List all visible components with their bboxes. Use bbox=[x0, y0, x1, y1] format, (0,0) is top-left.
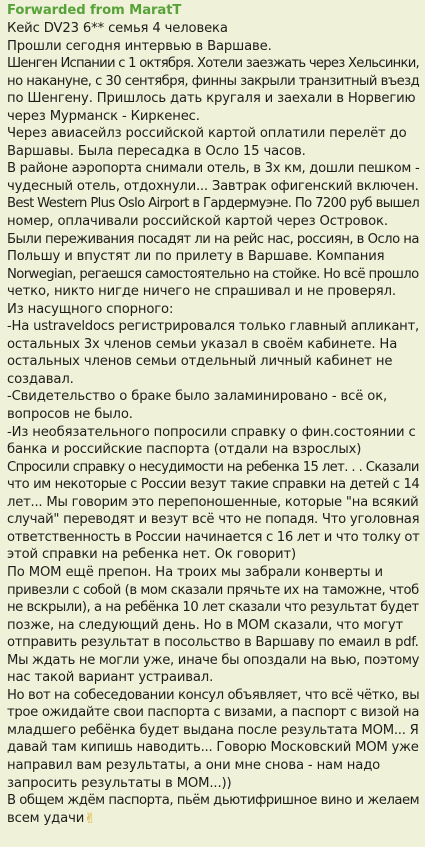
message-line bbox=[7, 336, 419, 354]
message-line bbox=[7, 178, 419, 196]
message-line bbox=[7, 231, 419, 249]
message-line bbox=[7, 388, 419, 406]
victory-hand-icon: ✌ bbox=[84, 810, 96, 827]
message-line-text: всем удачи bbox=[7, 810, 85, 826]
message-line bbox=[7, 775, 419, 793]
message-line bbox=[7, 459, 419, 477]
message-line bbox=[7, 301, 419, 319]
message-line bbox=[7, 20, 419, 38]
message-line bbox=[7, 687, 419, 705]
message-line-text: остальных членов семьи отдельный личный кабинет не bbox=[7, 354, 393, 370]
message-line-text: отправить результат в посольство в Варшаву по емаил в pdf. bbox=[7, 635, 419, 651]
message-line-text: номер, оплачивали российской картой через Островок. bbox=[7, 214, 388, 230]
message-body bbox=[7, 20, 419, 827]
message-line-text: направил вам результаты, а они мне снова - нам надо bbox=[7, 757, 381, 773]
message-line bbox=[7, 739, 419, 757]
message-line-text: этой справки на ребенка нет. Ок говорит) bbox=[7, 547, 297, 563]
message-line bbox=[7, 582, 419, 600]
message-line-text: Кейс DV23 6** семья 4 человека bbox=[7, 21, 228, 36]
message-line bbox=[7, 108, 419, 126]
message-line-text: Варшавы. Была пересадка в Осло 15 часов. bbox=[7, 143, 306, 159]
message-line-text: В общем ждём паспорта, пьём дьютифришное вино и желаем bbox=[7, 793, 420, 809]
message-line-text: чудесный отель, отдохнули... Завтрак офигенский включен. bbox=[7, 178, 419, 194]
message-line-text: Шенген Испании с 1 октября. Хотели заезжать через Хельсинки, bbox=[7, 56, 419, 72]
message-line-text: Через авиасейлз российской картой оплатили перелёт до bbox=[7, 126, 407, 142]
message-line bbox=[7, 476, 419, 494]
message-line bbox=[7, 511, 419, 529]
message-line bbox=[7, 318, 419, 336]
message-line-text: В районе аэропорта снимали отель, в 3х км, дошли пешком - bbox=[7, 161, 420, 177]
message-line-text: остальных 3х членов семьи указал в своём кабинете. На bbox=[7, 336, 398, 352]
message-line bbox=[7, 160, 419, 178]
message-line bbox=[7, 38, 419, 56]
message-line-text: привезли с собой (в мом сказали прячьте их на таможне, чтоб bbox=[7, 582, 419, 598]
message-line bbox=[7, 441, 419, 459]
message-line bbox=[7, 266, 419, 284]
message-line-text: младшего ребёнка будет выдана после результата МОМ... Я bbox=[7, 722, 419, 738]
message-line-text: запросить результаты в МОМ...)) bbox=[7, 775, 232, 791]
message-line-text: Польшу и впустят ли по прилету в Варшаве. Компания bbox=[7, 249, 385, 265]
message-line bbox=[7, 494, 419, 512]
message-line-text: -Свидетельство о браке было заламинировано - всё ок, bbox=[7, 389, 388, 405]
message-line-text: давай там кипишь наводить... Говорю Московский МОМ уже bbox=[7, 740, 419, 756]
message-line bbox=[7, 406, 419, 424]
message-line-text: четко, никто нигде ничего не спрашивал и не проверял. bbox=[7, 284, 396, 300]
message-line bbox=[7, 722, 419, 740]
forwarded-from-header[interactable]: Forwarded from MaratT bbox=[7, 3, 182, 18]
message-line bbox=[7, 564, 419, 582]
message-line-text: создавал. bbox=[7, 371, 74, 387]
message-line-text: -Из необязательного попросили справку о фин.состоянии с bbox=[7, 424, 416, 440]
message-line bbox=[7, 125, 419, 143]
message-line bbox=[7, 55, 419, 73]
message-line bbox=[7, 669, 419, 687]
message-line bbox=[7, 546, 419, 564]
message-line-text: -На ustraveldocs регистрировался только главный апликант, bbox=[7, 319, 420, 335]
message-line-text: банка и российские паспорта (отдали на взрослых) bbox=[7, 442, 362, 458]
message-line-text: Из насущного спорного: bbox=[7, 301, 174, 317]
message-line bbox=[7, 529, 419, 547]
message-line-text: нас такой вариант устраивал. bbox=[7, 670, 214, 686]
message-line-text: По МОМ ещё препон. На троих мы забрали конверты и bbox=[7, 564, 383, 580]
message-line-text: не вскрыли), а на ребёнка 10 лет сказали что результат будет bbox=[7, 600, 419, 616]
message-line-text: Мы ждать не могли уже, иначе бы опоздали на вью, поэтому bbox=[7, 652, 420, 668]
message-line bbox=[7, 90, 419, 108]
message-line-text: случай" переводят и везут всё что не попадя. Что уголовная bbox=[7, 512, 420, 528]
message-line bbox=[7, 73, 419, 91]
message-line-text: ответственность в России начинается с 16 лет и что толку от bbox=[7, 529, 420, 545]
message-line bbox=[7, 371, 419, 389]
message-line bbox=[7, 213, 419, 231]
message-line-text: но накануне, с 30 сентября, финны закрыли транзитный въезд bbox=[7, 73, 420, 89]
message-line bbox=[7, 757, 419, 775]
message-line-text: что им некоторые с России везут такие справки на детей с 14 bbox=[7, 477, 420, 493]
message-line-text: Были переживания посадят ли на рейс нас, россиян, в Осло на bbox=[7, 231, 419, 247]
message-line bbox=[7, 792, 419, 810]
message-line-text: лет... Мы говорим это перепоношенные, которые "на всякий bbox=[7, 494, 419, 510]
message-line bbox=[7, 424, 419, 442]
message-line bbox=[7, 704, 419, 722]
message-line-text: Но вот на собеседовании консул объявляет, что всё чётко, вы bbox=[7, 687, 420, 703]
message-line-text: Прошли сегодня интервью в Варшаве. bbox=[7, 38, 272, 54]
message-line bbox=[7, 143, 419, 161]
message-line bbox=[7, 599, 419, 617]
message-line-text: Спросили справку о несудимости на ребенка 15 лет. . . Сказали bbox=[7, 459, 419, 475]
message-line bbox=[7, 652, 419, 670]
message-line-text: позже, на следующий день. Но в МОМ сказали, что могут bbox=[7, 617, 404, 633]
message-line bbox=[7, 353, 419, 371]
message-line-text: Best Western Plus Oslo Airport в Гардермуэне. По 7200 руб вышел bbox=[7, 196, 420, 212]
message-line bbox=[7, 634, 419, 652]
message-line bbox=[7, 617, 419, 635]
message-line bbox=[7, 810, 419, 828]
message-line-text: трое ожидайте свои паспорта с визами, а паспорт с визой на bbox=[7, 705, 420, 721]
message-line-text: через Мурманск - Киркенес. bbox=[7, 108, 200, 124]
message-line bbox=[7, 248, 419, 266]
message-line bbox=[7, 283, 419, 301]
message-line-text: по Шенгену. Пришлось дать кругаля и заехали в Норвегию bbox=[7, 91, 416, 107]
message-line bbox=[7, 195, 419, 213]
message-line-text: вопросов не было. bbox=[7, 407, 133, 423]
message-line-text: Norwegian, регаешся самостоятельно на стойке. Но всё прошло bbox=[7, 266, 419, 282]
